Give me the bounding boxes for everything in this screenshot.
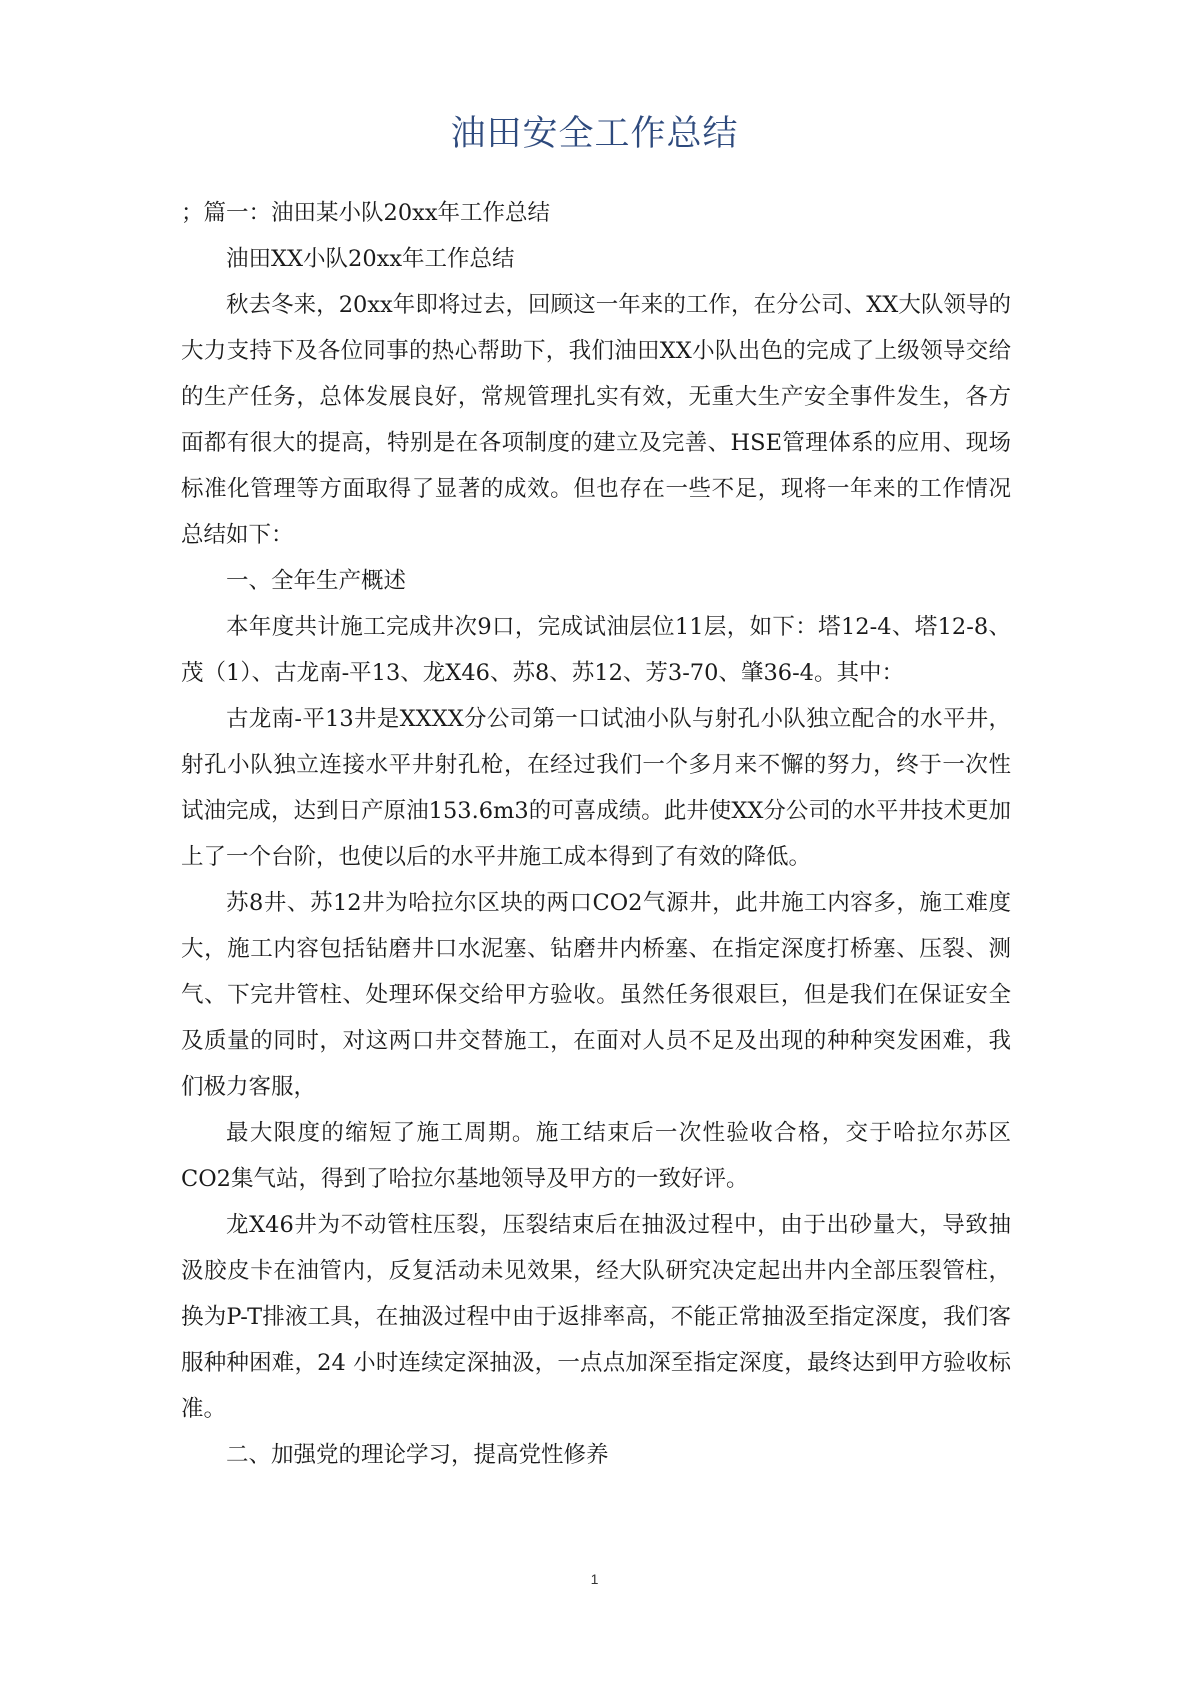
- document-title: 油田安全工作总结: [450, 114, 739, 154]
- fracturing-paragraph: 龙X46井为不动管柱压裂，压裂结束后在抽汲过程中，由于出砂量大，导致抽汲胶皮卡在油管内，反复活动未见效果，经大队研究决定起出井内全部压裂管柱，换为P-T排液工具，在抽汲过程中由于返排率高，不能正常抽汲至指定深度，我们客服种种困难，24 小时连续定深抽汲，一点点加深至指定深度，最终达到甲方验收标准。: [181, 1212, 1011, 1422]
- section-heading-part-one: ；篇一：油田某小队20xx年工作总结: [181, 200, 551, 226]
- section-heading-production-overview: 一、全年生产概述: [226, 568, 407, 594]
- document-body: [181, 190, 1011, 1478]
- section-heading-party-study: 二、加强党的理论学习，提高党性修养: [226, 1442, 609, 1468]
- page-number: 1: [590, 1571, 599, 1587]
- co2-wells-paragraph: 苏8井、苏12井为哈拉尔区块的两口CO2气源井，此井施工内容多，施工难度大，施工内容包括钻磨井口水泥塞、钻磨井内桥塞、在指定深度打桥塞、压裂、测气、下完井管柱、处理环保交给甲方验收。虽然任务很艰巨，但是我们在保证安全及质量的同时，对这两口井交替施工，在面对人员不足及出现的种种突发困难，我们极力客服，: [181, 890, 1011, 1100]
- intro-paragraph: 秋去冬来，20xx年即将过去，回顾这一年来的工作，在分公司、XX大队领导的大力支持下及各位同事的热心帮助下，我们油田XX小队出色的完成了上级领导交给的生产任务，总体发展良好，常规管理扎实有效，无重大生产安全事件发生，各方面都有很大的提高，特别是在各项制度的建立及完善、HSE管理体系的应用、现场标准化管理等方面取得了显著的成效。但也存在一些不足，现将一年来的工作情况总结如下：: [181, 292, 1011, 548]
- construction-period-paragraph: 最大限度的缩短了施工周期。施工结束后一次性验收合格，交于哈拉尔苏区CO2集气站，得到了哈拉尔基地领导及甲方的一致好评。: [181, 1120, 1011, 1192]
- horizontal-well-paragraph: 古龙南-平13井是XXXX分公司第一口试油小队与射孔小队独立配合的水平井，射孔小队独立连接水平井射孔枪，在经过我们一个多月来不懈的努力，终于一次性试油完成，达到日产原油153.6m3的可喜成绩。此井使XX分公司的水平井技术更加上了一个台阶，也使以后的水平井施工成本得到了有效的降低。: [181, 706, 1011, 870]
- subtitle-paragraph: 油田XX小队20xx年工作总结: [226, 246, 515, 272]
- production-summary-paragraph: 本年度共计施工完成井次9口，完成试油层位11层，如下：塔12-4、塔12-8、茂（1）、古龙南-平13、龙X46、苏8、苏12、芳3-70、肇36-4。其中：: [181, 614, 1011, 686]
